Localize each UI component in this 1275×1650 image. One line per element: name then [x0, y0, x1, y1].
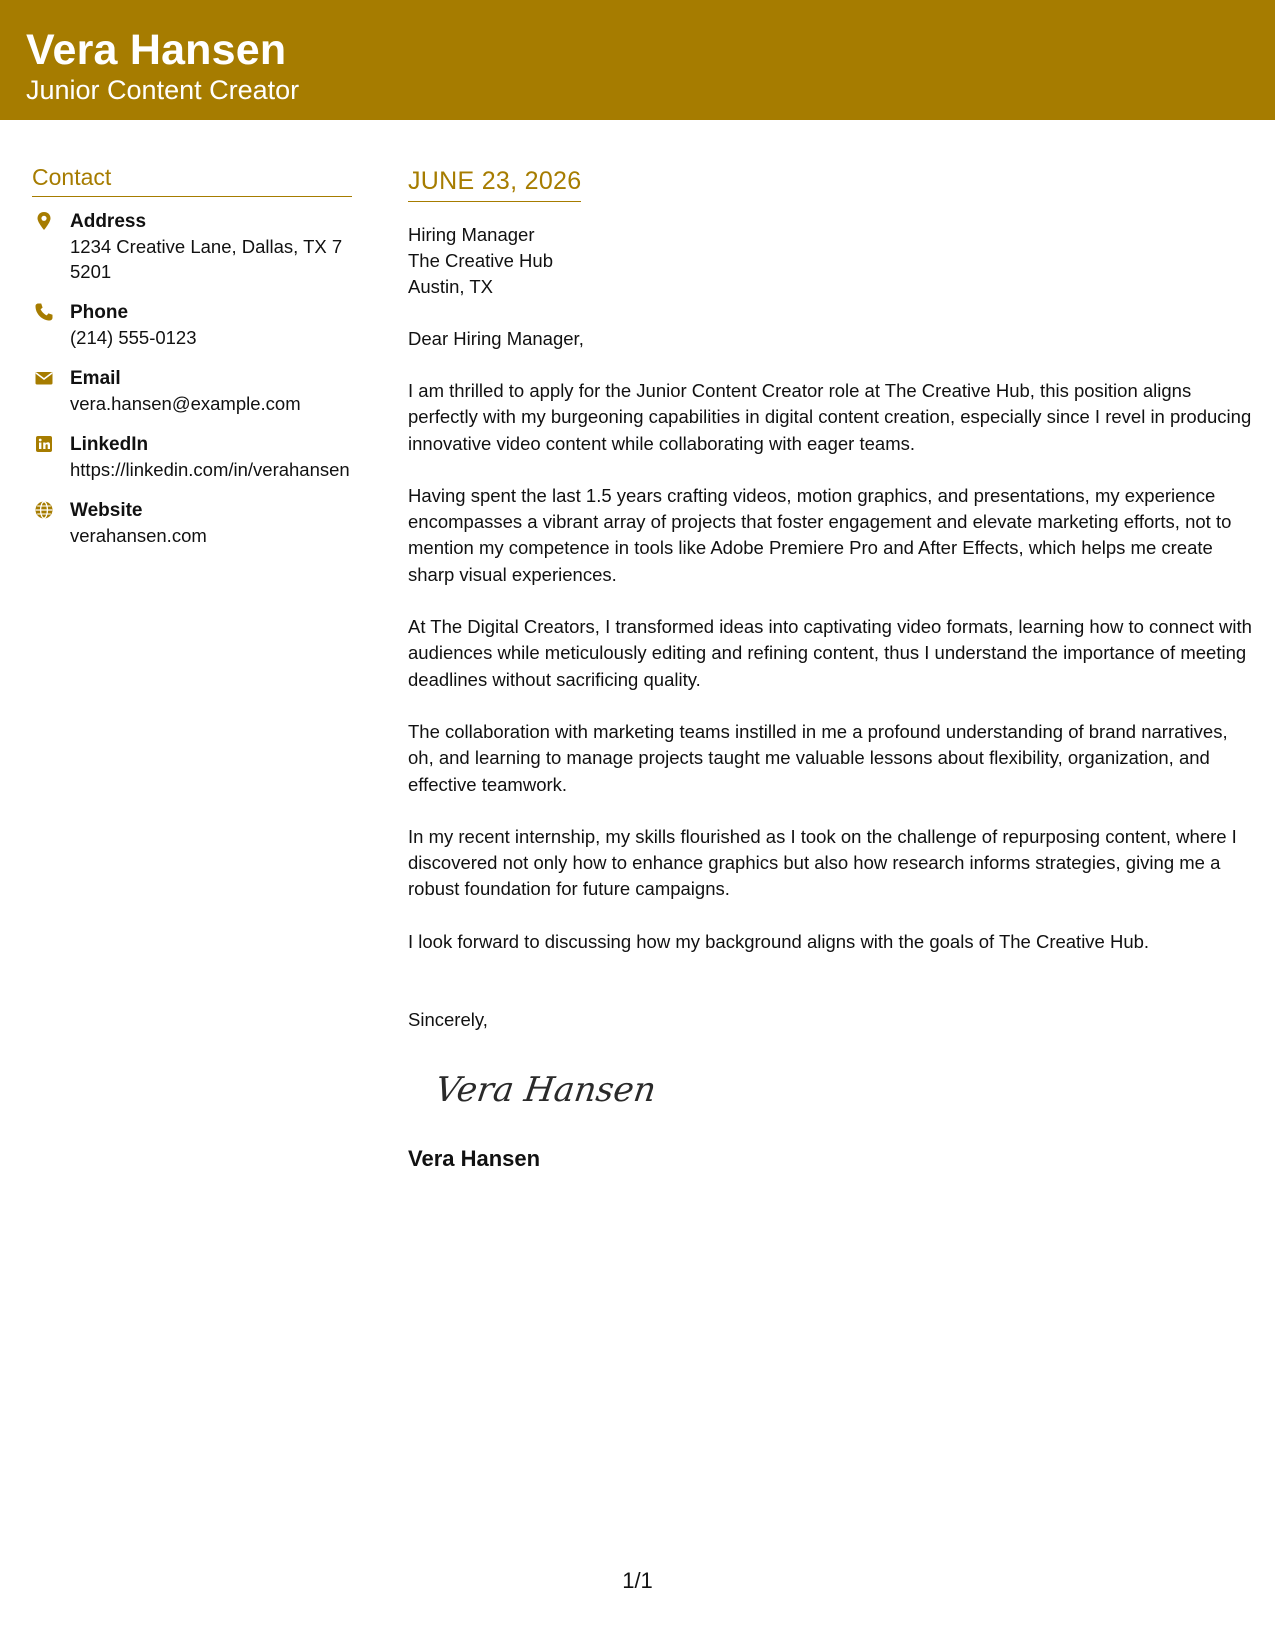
recipient-location: Austin, TX — [408, 276, 494, 297]
contact-sidebar — [32, 162, 352, 564]
paragraph: I am thrilled to apply for the Junior Content Creator role at The Creative Hub, this position aligns perfectly with my burgeoning capabilities in digital content creation, especially since I revel in producing innovative video content while collaborating with eager teams. — [408, 380, 1252, 454]
contact-label: Website — [70, 500, 143, 521]
linkedin-icon — [34, 434, 54, 454]
contact-label: Address — [70, 211, 147, 232]
page-number: 1/1 — [622, 1568, 653, 1593]
closing: Sincerely, — [408, 1009, 488, 1031]
contact-item-phone — [32, 300, 352, 350]
paragraph: I look forward to discussing how my background aligns with the goals of The Creative Hub. — [408, 930, 1150, 952]
salutation: Dear Hiring Manager, — [408, 328, 584, 349]
contact-item-linkedin — [32, 432, 352, 482]
recipient-title: Hiring Manager — [408, 224, 535, 245]
recipient-block — [408, 222, 1253, 300]
paragraph: The collaboration with marketing teams instilled in me a profound understanding of brand narratives, oh, and learning to manage projects taught me valuable lessons about flexibility, organization, and effective teamwork. — [408, 720, 1228, 795]
applicant-name: Vera Hansen — [26, 26, 287, 74]
contact-label: Phone — [70, 302, 129, 323]
contact-heading: Contact — [32, 162, 352, 197]
applicant-role: Junior Content Creator — [26, 75, 300, 105]
globe-icon — [34, 500, 54, 520]
contact-value-linkedin[interactable]: https://linkedin.com/in/verahansen — [70, 459, 350, 480]
paragraph: In my recent internship, my skills flourished as I took on the challenge of repurposing content, where I discovered not only how to enhance graphics but also how research informs strategies, giving me a robust foundation for future campaigns. — [408, 825, 1237, 900]
contact-item-address — [32, 209, 352, 284]
handwritten-signature — [436, 1059, 656, 1119]
contact-item-email — [32, 366, 352, 416]
contact-value-phone: (214) 555-0123 — [70, 327, 197, 348]
date-block — [408, 165, 581, 202]
contact-item-website — [32, 498, 352, 548]
contact-value-website[interactable]: verahansen.com — [70, 525, 207, 546]
paragraph: At The Digital Creators, I transformed ideas into captivating video formats, learning how to connect with audiences while meticulously editing and refining content, thus I understand the importance of meeting deadlines without sacrificing quality. — [408, 616, 1252, 690]
envelope-icon — [34, 368, 54, 388]
contact-label: LinkedIn — [70, 434, 149, 455]
letter-date: JUNE 23, 2026 — [408, 167, 582, 195]
contact-value-email: vera.hansen@example.com — [70, 393, 301, 414]
signer-name: Vera Hansen — [408, 1146, 541, 1172]
map-pin-icon — [34, 211, 54, 231]
signature-text: Vera Hansen — [436, 1070, 656, 1111]
paragraph: Having spent the last 1.5 years crafting videos, motion graphics, and presentations, my experience encompasses a vibrant array of projects that foster engagement and elevate marketing efforts, not to mention my competence in tools like Adobe Premiere Pro and After Effects, which helps me create sharp visual experiences. — [408, 484, 1232, 585]
contact-value-address: 1234 Creative Lane, Dallas, TX 75201 — [70, 236, 343, 282]
recipient-company: The Creative Hub — [408, 250, 553, 271]
phone-icon — [34, 302, 54, 322]
header-banner — [0, 0, 1275, 120]
letter-body — [408, 165, 1253, 1174]
contact-list — [32, 209, 352, 548]
contact-label: Email — [70, 368, 121, 389]
